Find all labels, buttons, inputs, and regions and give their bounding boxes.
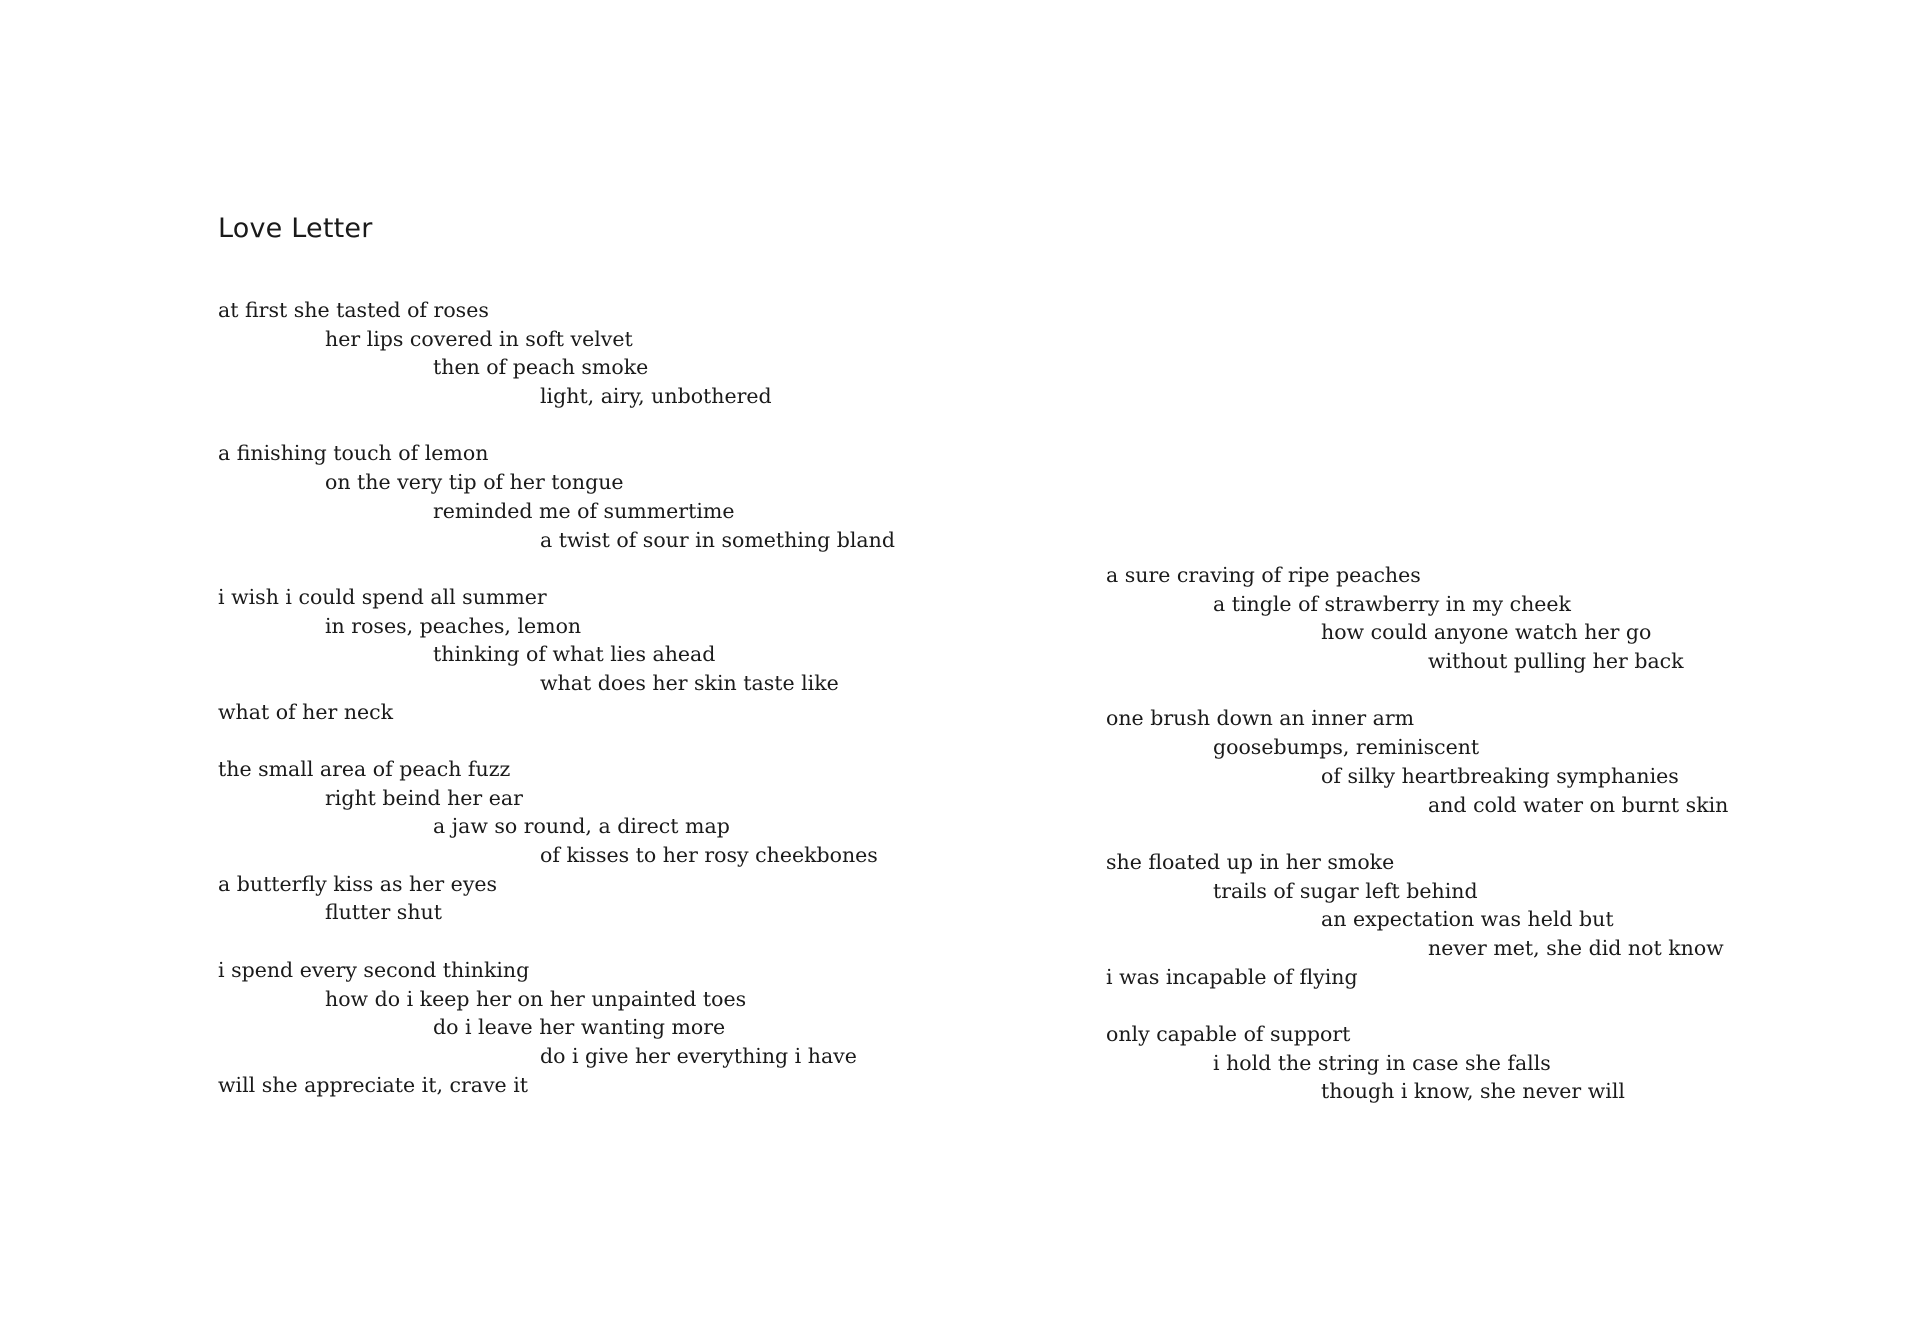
poem-line: without pulling her back <box>1428 649 1684 674</box>
poem-line: a finishing touch of lemon <box>218 441 489 466</box>
poem-line: on the very tip of her tongue <box>325 470 624 495</box>
poem-line: never met, she did not know <box>1428 935 1724 960</box>
poem-line: she floated up in her smoke <box>1106 849 1395 874</box>
poem-line: though i know, she never will <box>1321 1079 1625 1104</box>
stanza <box>218 956 895 1099</box>
poem-line: thinking of what lies ahead <box>433 642 716 667</box>
stanza <box>218 439 895 554</box>
poem-line: a butterfly kiss as her eyes <box>218 871 498 896</box>
poem-line: right beind her ear <box>325 785 523 810</box>
poem-line: will she appreciate it, crave it <box>218 1072 529 1097</box>
poem-line: one brush down an inner arm <box>1106 706 1415 731</box>
poem-line: the small area of peach fuzz <box>218 757 511 781</box>
poem-line: of silky heartbreaking symphanies <box>1321 763 1679 788</box>
poem-line: a sure craving of ripe peaches <box>1106 563 1421 587</box>
poem-line: flutter shut <box>325 900 442 925</box>
poem-line: what does her skin taste like <box>540 670 839 695</box>
poem-line: how do i keep her on her unpainted toes <box>325 986 747 1011</box>
poem-line: do i leave her wanting more <box>433 1015 726 1040</box>
poem-title: Love Letter <box>218 213 373 244</box>
poem-line: how could anyone watch her go <box>1321 620 1652 645</box>
poem-line: goosebumps, reminiscent <box>1213 735 1480 760</box>
stanza <box>1106 704 1728 819</box>
poem-line: and cold water on burnt skin <box>1428 792 1729 817</box>
stanza <box>218 583 895 726</box>
poem-line: a twist of sour in something bland <box>540 527 895 552</box>
poem-line: i wish i could spend all summer <box>218 584 547 609</box>
poem-line: light, airy, unbothered <box>540 384 772 409</box>
poem-right-column <box>1106 561 1728 1106</box>
stanza <box>218 296 895 411</box>
poem-line: of kisses to her rosy cheekbones <box>540 843 878 868</box>
poem-line: i spend every second thinking <box>218 957 530 982</box>
poem-line: i was incapable of flying <box>1106 964 1358 989</box>
poem-left-column <box>218 296 895 1099</box>
poem-line: only capable of support <box>1106 1022 1351 1046</box>
poem-line: an expectation was held but <box>1321 907 1614 932</box>
stanza <box>1106 561 1728 676</box>
poem-line: i hold the string in case she falls <box>1213 1050 1551 1075</box>
poem-line: at first she tasted of roses <box>218 298 489 322</box>
poem-line: in roses, peaches, lemon <box>325 613 582 638</box>
poem-line: a tingle of strawberry in my cheek <box>1213 591 1571 616</box>
stanza <box>1106 1020 1728 1106</box>
poem-line: reminded me of summertime <box>433 498 735 523</box>
stanza <box>1106 848 1728 991</box>
poem-line: trails of sugar left behind <box>1213 878 1478 903</box>
poem-line: what of her neck <box>218 699 394 724</box>
poem-line: her lips covered in soft velvet <box>325 326 633 351</box>
poem-line: then of peach smoke <box>433 355 649 380</box>
poem-line: do i give her everything i have <box>540 1043 857 1068</box>
stanza <box>218 755 895 927</box>
poem-line: a jaw so round, a direct map <box>433 814 730 839</box>
